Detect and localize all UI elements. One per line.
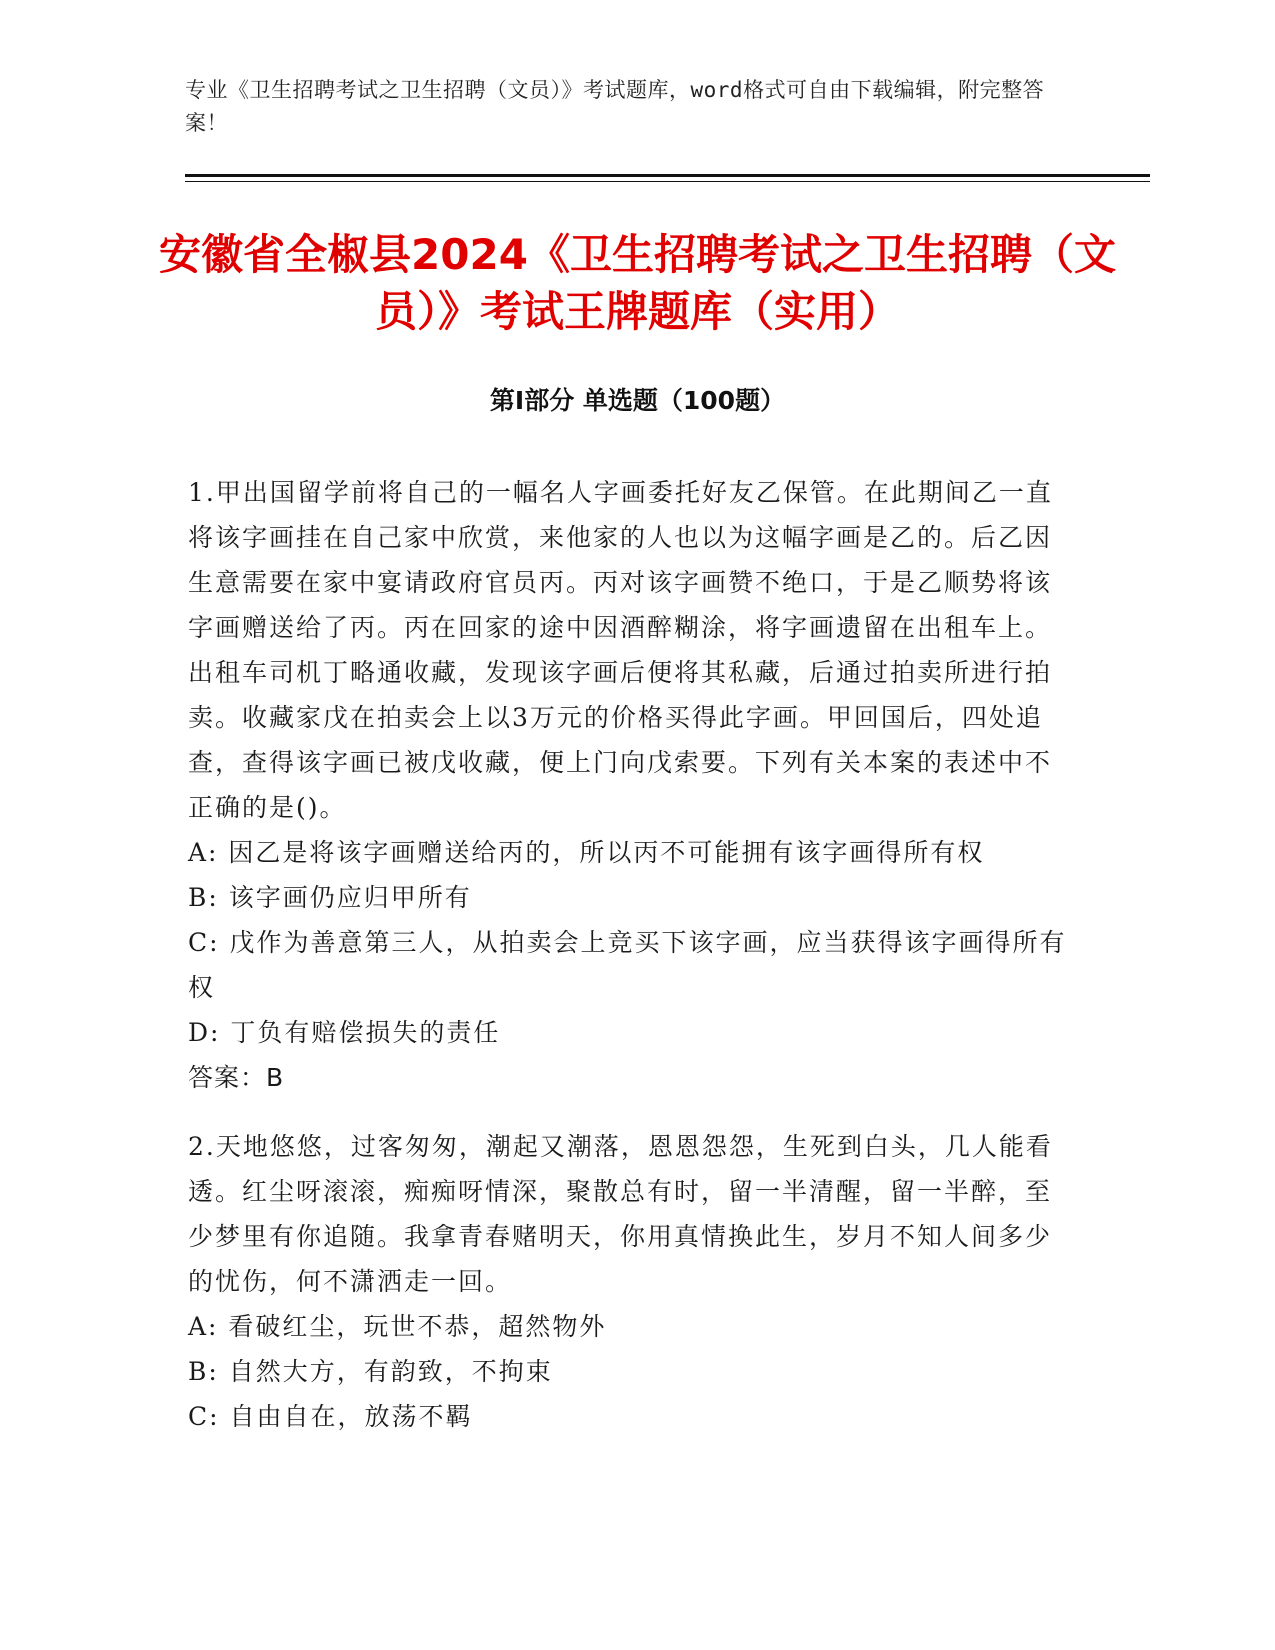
question-list xyxy=(188,470,1068,1463)
question-stem: 1.甲出国留学前将自己的一幅名人字画委托好友乙保管。在此期间乙一直将该字画挂在自己家中欣赏，来他家的人也以为这幅字画是乙的。后乙因生意需要在家中宴请政府官员丙。丙对该字画赞不绝口，于是乙顺势将该字画赠送给了丙。丙在回家的途中因酒醉糊涂，将字画遗留在出租车上。出租车司机丁略通收藏，发现该字画后便将其私藏，后通过拍卖所进行拍卖。收藏家戊在拍卖会上以3万元的价格买得此字画。甲回国后，四处追查，查得该字画已被戊收藏，便上门向戊索要。下列有关本案的表述中不正确的是()。 xyxy=(188,478,1053,822)
document-title: 安徽省全椒县2024《卫生招聘考试之卫生招聘（文员）》考试王牌题库（实用） xyxy=(159,230,1116,336)
option-b: B: 该字画仍应归甲所有 xyxy=(188,883,472,912)
header-rule-thick xyxy=(185,174,1150,177)
option-c: C: 自由自在，放荡不羁 xyxy=(188,1402,473,1431)
option-d: D: 丁负有赔偿损失的责任 xyxy=(188,1018,501,1047)
section-title: 第I部分 单选题（100题） xyxy=(489,386,786,415)
question-2 xyxy=(188,1124,1068,1439)
page-header: 专业《卫生招聘考试之卫生招聘（文员）》考试题库，word格式可自由下载编辑，附完整答案！ xyxy=(185,78,1045,135)
question-stem: 2.天地悠悠，过客匆匆，潮起又潮落，恩恩怨怨，生死到白头，几人能看透。红尘呀滚滚，痴痴呀情深，聚散总有时，留一半清醒，留一半醉，至少梦里有你追随。我拿青春赌明天，你用真情换此生，岁月不知人间多少的忧伤，何不潇洒走一回。 xyxy=(188,1132,1053,1296)
header-rule-thin xyxy=(185,181,1150,182)
option-a: A: 因乙是将该字画赠送给丙的，所以丙不可能拥有该字画得所有权 xyxy=(188,838,985,867)
option-a: A: 看破红尘，玩世不恭，超然物外 xyxy=(188,1312,607,1341)
answer: 答案：B xyxy=(188,1063,285,1092)
option-c: C: 戊作为善意第三人，从拍卖会上竞买下该字画，应当获得该字画得所有权 xyxy=(188,928,1067,1002)
question-1 xyxy=(188,470,1068,1100)
option-b: B: 自然大方，有韵致，不拘束 xyxy=(188,1357,553,1386)
